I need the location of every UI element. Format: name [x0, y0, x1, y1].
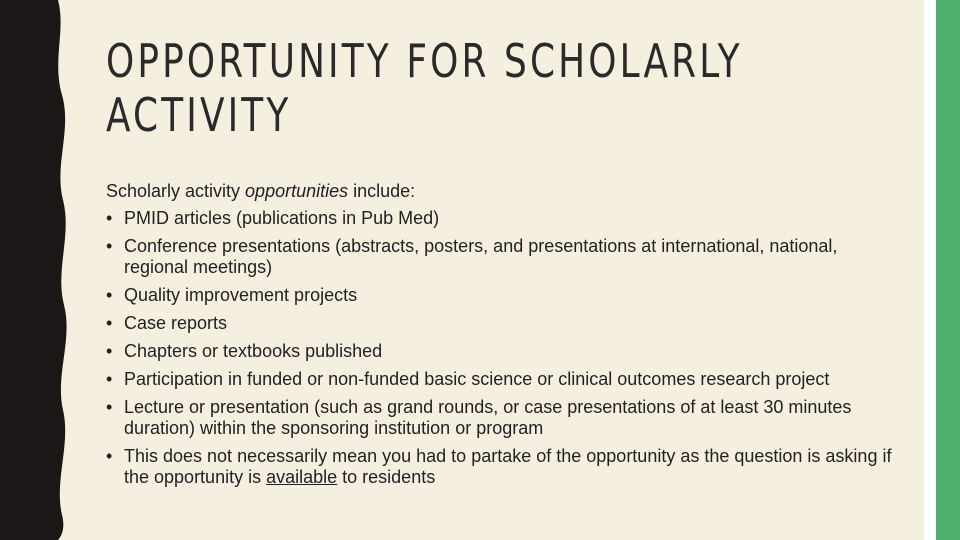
bullet-text: Quality improvement projects	[124, 285, 358, 305]
wavy-left-border	[0, 0, 80, 540]
intro-before: Scholarly activity	[106, 181, 246, 201]
intro-after: include:	[348, 181, 416, 201]
bullet-text: Case reports	[124, 313, 228, 333]
last-bullet-before: This does not necessarily mean you had to partake of the opportunity as the question is asking if the opportunity is	[124, 446, 892, 487]
list-item	[106, 313, 896, 334]
right-gap	[924, 0, 936, 540]
intro-emphasis: opportunities	[245, 181, 349, 201]
bullet-dot: •	[106, 236, 113, 256]
available-underlined: available	[266, 467, 338, 487]
bullet-text: Participation in funded or non-funded basic science or clinical outcomes research project	[124, 369, 830, 389]
list-item	[106, 285, 896, 306]
bullet-dot: •	[106, 341, 113, 361]
bullet-dot: •	[106, 369, 113, 389]
right-accent-bar	[936, 0, 960, 540]
bullet-text: PMID articles (publications in Pub Med)	[124, 208, 440, 228]
bullet-text: Chapters or textbooks published	[124, 341, 383, 361]
bullet-dot: •	[106, 208, 113, 228]
list-item	[106, 397, 896, 439]
list-item	[106, 236, 896, 278]
bullet-dot: •	[106, 397, 113, 417]
list-item	[106, 341, 896, 362]
intro-text	[106, 181, 896, 202]
bullet-dot: •	[106, 285, 113, 305]
bullet-dot: •	[106, 313, 113, 333]
bullet-text: Lecture or presentation (such as grand rounds, or case presentations of at least 30 minutes duration) within the sponsoring institution or program	[124, 397, 852, 438]
last-bullet-after: to residents	[337, 467, 436, 487]
list-item	[106, 446, 896, 488]
bullet-dot: •	[106, 446, 113, 466]
list-item	[106, 369, 896, 390]
slide-title: OPPORTUNITY FOR SCHOLARLY ACTIVITY	[106, 34, 743, 142]
bullet-list	[106, 208, 896, 488]
slide-content	[106, 181, 896, 495]
list-item	[106, 208, 896, 229]
bullet-text: Conference presentations (abstracts, posters, and presentations at international, national, regional meetings)	[124, 236, 838, 277]
